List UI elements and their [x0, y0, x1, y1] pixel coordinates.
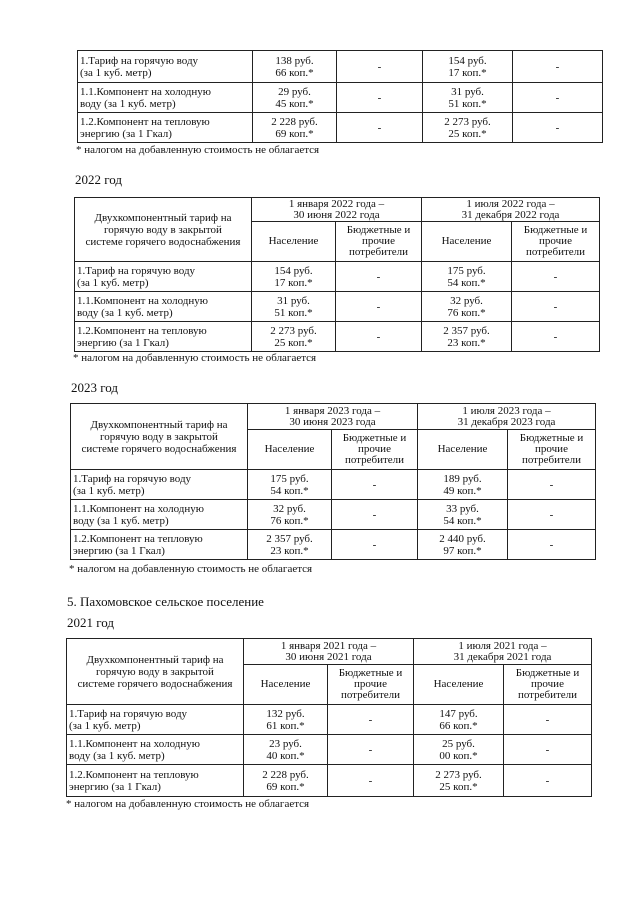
value-cell: 2 228 руб. 69 коп.* [244, 765, 328, 797]
value-cell: 2 357 руб. 23 коп.* [422, 322, 512, 352]
dash-cell: - [512, 322, 600, 352]
value-cell: 29 руб. 45 коп.* [253, 83, 337, 113]
dash-cell: - [337, 113, 423, 143]
value-cell: 154 руб. 17 коп.* [252, 262, 336, 292]
dash-cell: - [508, 470, 596, 500]
population-header: Население [422, 222, 512, 262]
value-cell: 32 руб. 76 коп.* [422, 292, 512, 322]
row-label-hot-water: 1.Тариф на горячую воду (за 1 куб. метр) [78, 51, 253, 83]
period-header-first-half: 1 января 2021 года – 30 июня 2021 года [244, 639, 414, 665]
dash-cell: - [328, 765, 414, 797]
dash-cell: - [512, 292, 600, 322]
dash-cell: - [336, 292, 422, 322]
row-label-heat-energy: 1.2.Компонент на тепловую энергию (за 1 Гкал) [75, 322, 252, 352]
table-header-row [67, 639, 592, 665]
row-label-cold-water: 1.1.Компонент на холодную воду (за 1 куб. метр) [67, 735, 244, 765]
row-label-cold-water: 1.1.Компонент на холодную воду (за 1 куб. метр) [75, 292, 252, 322]
row-label-hot-water: 1.Тариф на горячую воду (за 1 куб. метр) [75, 262, 252, 292]
row-label-hot-water: 1.Тариф на горячую воду (за 1 куб. метр) [71, 470, 248, 500]
dash-cell: - [513, 113, 603, 143]
population-header: Население [252, 222, 336, 262]
value-cell: 23 руб. 40 коп.* [244, 735, 328, 765]
dash-cell: - [504, 765, 592, 797]
others-header: Бюджетные и прочие потребители [504, 665, 592, 705]
others-header: Бюджетные и прочие потребители [512, 222, 600, 262]
table-row [75, 262, 600, 292]
table-row [78, 51, 603, 83]
table-header-row [75, 198, 600, 222]
value-cell: 175 руб. 54 коп.* [422, 262, 512, 292]
tariff-name-header: Двухкомпонентный тариф на горячую воду в закрытой системе горячего водоснабжения [71, 404, 248, 470]
section-title: 5. Пахомовское сельское поселение [67, 594, 264, 609]
vat-footnote: * налогом на добавленную стоимость не облагается [69, 563, 313, 575]
period-header-first-half: 1 января 2022 года – 30 июня 2022 года [252, 198, 422, 222]
value-cell: 175 руб. 54 коп.* [248, 470, 332, 500]
value-cell: 138 руб. 66 коп.* [253, 51, 337, 83]
table-header-row [71, 404, 596, 430]
table-row [71, 470, 596, 500]
tariff-name-header: Двухкомпонентный тариф на горячую воду в закрытой системе горячего водоснабжения [75, 198, 252, 262]
year-heading-2023: 2023 год [71, 380, 118, 395]
dash-cell: - [332, 470, 418, 500]
period-header-second-half: 1 июля 2023 года – 31 декабря 2023 года [418, 404, 596, 430]
table-row [75, 292, 600, 322]
dash-cell: - [512, 262, 600, 292]
value-cell: 2 357 руб. 23 коп.* [248, 530, 332, 560]
dash-cell: - [332, 500, 418, 530]
dash-cell: - [508, 530, 596, 560]
dash-cell: - [337, 51, 423, 83]
population-header: Население [248, 430, 332, 470]
dash-cell: - [336, 262, 422, 292]
dash-cell: - [332, 530, 418, 560]
population-header: Население [414, 665, 504, 705]
value-cell: 31 руб. 51 коп.* [252, 292, 336, 322]
row-label-heat-energy: 1.2.Компонент на тепловую энергию (за 1 Гкал) [71, 530, 248, 560]
dash-cell: - [336, 322, 422, 352]
others-header: Бюджетные и прочие потребители [508, 430, 596, 470]
tariff-table-2022 [74, 197, 600, 352]
table-row [67, 735, 592, 765]
row-label-cold-water: 1.1.Компонент на холодную воду (за 1 куб. метр) [71, 500, 248, 530]
row-label-heat-energy: 1.2.Компонент на тепловую энергию (за 1 Гкал) [78, 113, 253, 143]
dash-cell: - [337, 83, 423, 113]
period-header-second-half: 1 июля 2022 года – 31 декабря 2022 года [422, 198, 600, 222]
dash-cell: - [328, 705, 414, 735]
table-row [78, 113, 603, 143]
year-heading-2021: 2021 год [67, 615, 114, 630]
value-cell: 33 руб. 54 коп.* [418, 500, 508, 530]
population-header: Население [244, 665, 328, 705]
value-cell: 189 руб. 49 коп.* [418, 470, 508, 500]
year-heading-2022: 2022 год [75, 172, 122, 187]
others-header: Бюджетные и прочие потребители [328, 665, 414, 705]
dash-cell: - [328, 735, 414, 765]
vat-footnote: * налогом на добавленную стоимость не облагается [73, 352, 317, 364]
table-row [75, 322, 600, 352]
population-header: Население [418, 430, 508, 470]
row-label-heat-energy: 1.2.Компонент на тепловую энергию (за 1 Гкал) [67, 765, 244, 797]
dash-cell: - [513, 83, 603, 113]
value-cell: 25 руб. 00 коп.* [414, 735, 504, 765]
period-header-first-half: 1 января 2023 года – 30 июня 2023 года [248, 404, 418, 430]
value-cell: 32 руб. 76 коп.* [248, 500, 332, 530]
value-cell: 2 440 руб. 97 коп.* [418, 530, 508, 560]
others-header: Бюджетные и прочие потребители [332, 430, 418, 470]
table-row [71, 500, 596, 530]
value-cell: 31 руб. 51 коп.* [423, 83, 513, 113]
table-row [67, 705, 592, 735]
value-cell: 2 273 руб. 25 коп.* [252, 322, 336, 352]
table-row [67, 765, 592, 797]
others-header: Бюджетные и прочие потребители [336, 222, 422, 262]
period-header-second-half: 1 июля 2021 года – 31 декабря 2021 года [414, 639, 592, 665]
table-row [71, 530, 596, 560]
value-cell: 132 руб. 61 коп.* [244, 705, 328, 735]
tariff-table-2021 [66, 638, 592, 797]
tariff-table-2023 [70, 403, 596, 560]
value-cell: 147 руб. 66 коп.* [414, 705, 504, 735]
row-label-cold-water: 1.1.Компонент на холодную воду (за 1 куб. метр) [78, 83, 253, 113]
vat-footnote: * налогом на добавленную стоимость не облагается [76, 144, 320, 156]
tariff-name-header: Двухкомпонентный тариф на горячую воду в закрытой системе горячего водоснабжения [67, 639, 244, 705]
vat-footnote: * налогом на добавленную стоимость не облагается [66, 798, 310, 810]
value-cell: 2 273 руб. 25 коп.* [414, 765, 504, 797]
value-cell: 154 руб. 17 коп.* [423, 51, 513, 83]
value-cell: 2 228 руб. 69 коп.* [253, 113, 337, 143]
dash-cell: - [504, 735, 592, 765]
row-label-hot-water: 1.Тариф на горячую воду (за 1 куб. метр) [67, 705, 244, 735]
table-row [78, 83, 603, 113]
dash-cell: - [513, 51, 603, 83]
dash-cell: - [508, 500, 596, 530]
value-cell: 2 273 руб. 25 коп.* [423, 113, 513, 143]
dash-cell: - [504, 705, 592, 735]
tariff-table-continued [77, 50, 603, 143]
